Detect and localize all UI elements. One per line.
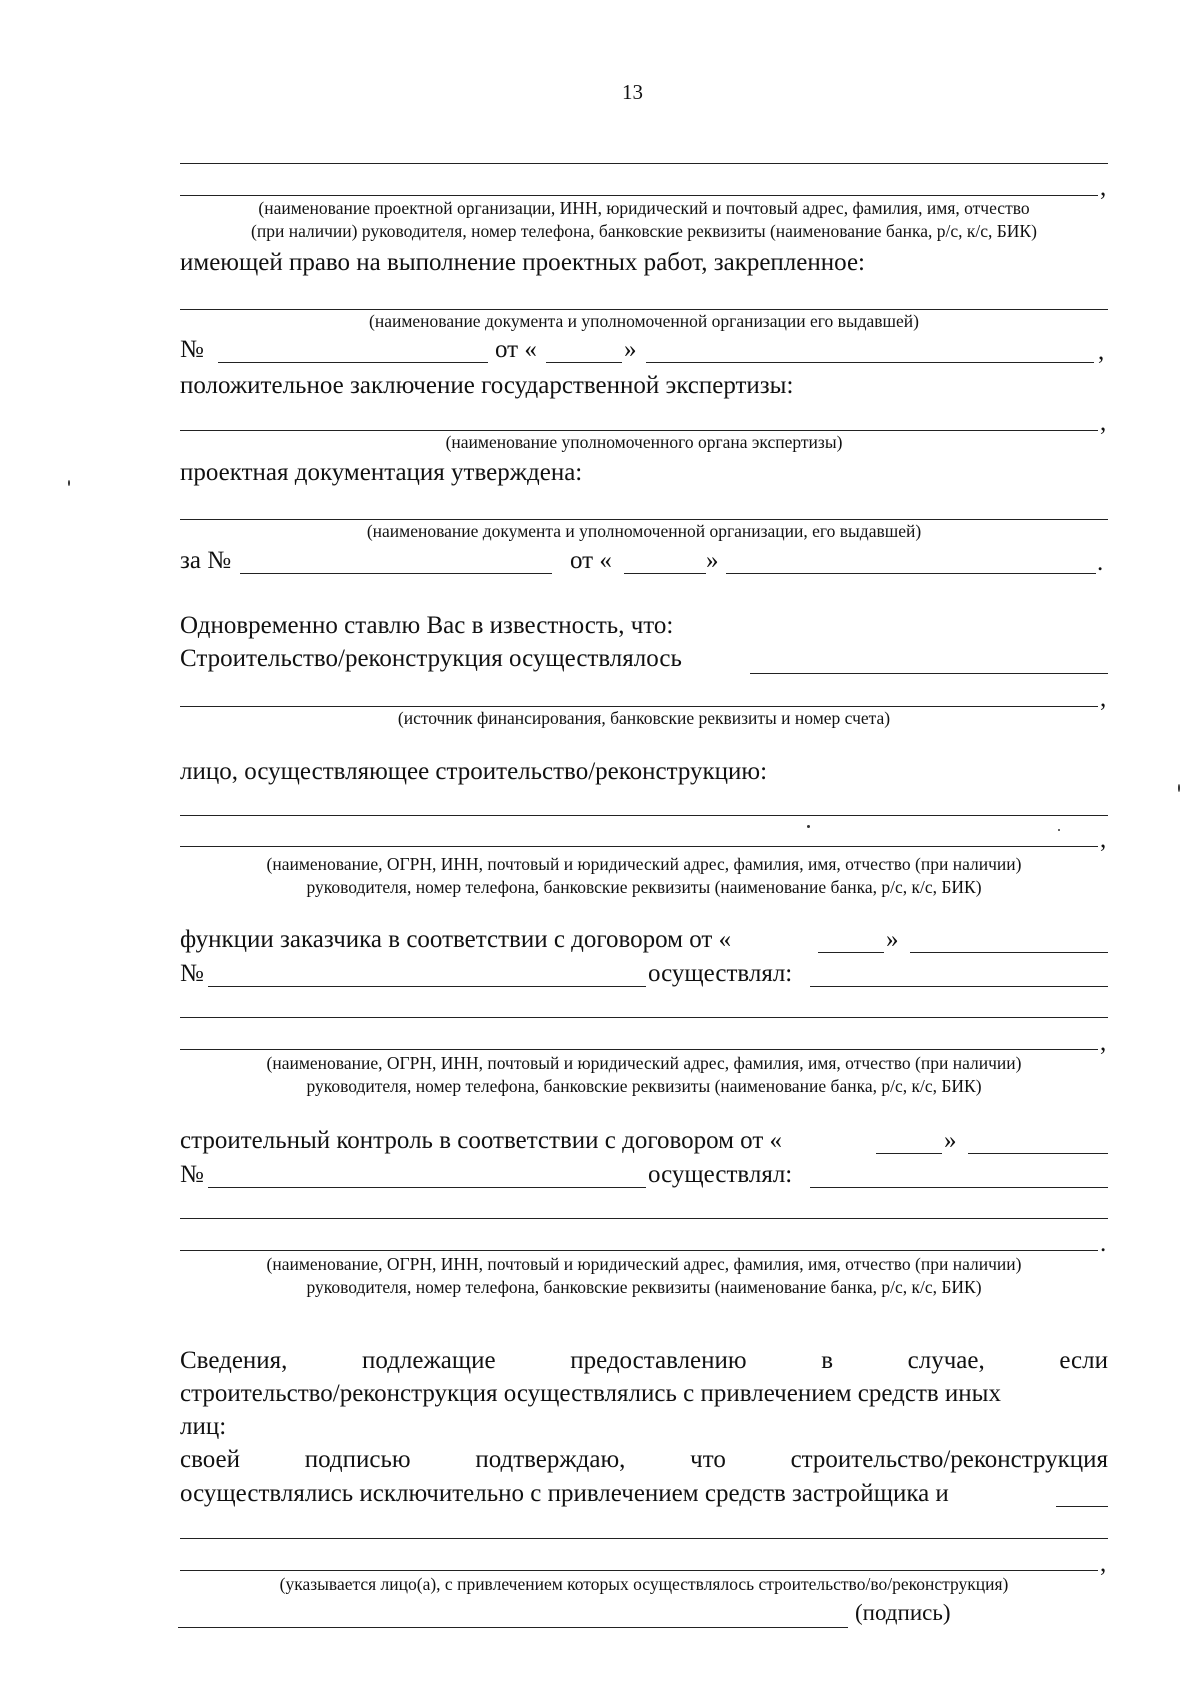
info-word: подписью xyxy=(304,1446,411,1473)
quote-close-2: » xyxy=(706,547,719,574)
persons-line-2[interactable] xyxy=(180,1570,1098,1571)
info-word: что xyxy=(690,1446,726,1473)
info-word: подлежащие xyxy=(362,1347,496,1374)
info-word: если xyxy=(1059,1347,1108,1374)
design-org-line-1[interactable] xyxy=(180,163,1108,164)
control-date-field[interactable] xyxy=(968,1153,1108,1154)
control-caption-2: руководителя, номер телефона, банковские реквизиты (наименование банка, р/с, к/с, БИК) xyxy=(306,1277,982,1297)
page-number: 13 xyxy=(622,80,643,104)
persons-line-1[interactable] xyxy=(180,1538,1108,1539)
info-line-3: лиц: xyxy=(180,1413,227,1440)
info-word: строительство/реконструкция xyxy=(790,1446,1109,1473)
builder-caption-2: руководителя, номер телефона, банковские реквизиты (наименование банка, р/с, к/с, БИК) xyxy=(306,877,982,897)
comma: , xyxy=(1100,174,1107,201)
comma: , xyxy=(1100,826,1107,853)
builder-line-1[interactable] xyxy=(180,815,1108,816)
control-quote-close: » xyxy=(944,1127,957,1154)
control-number-label: № xyxy=(180,1161,204,1188)
scan-speck xyxy=(68,480,70,486)
number-label-2: за № xyxy=(180,547,232,574)
builder-caption-1: (наименование, ОГРН, ИНН, почтовый и юридический адрес, фамилия, имя, отчество (при наличии) xyxy=(266,854,1022,874)
comma: , xyxy=(1100,1029,1107,1056)
design-rights-heading: имеющей право на выполнение проектных работ, закрепленное: xyxy=(180,249,865,276)
customer-contract-text: функции заказчика в соответствии с договором от « xyxy=(180,926,732,953)
persons-inline-field[interactable] xyxy=(1056,1506,1108,1507)
customer-performer-field[interactable] xyxy=(810,986,1108,987)
control-performed-label: осуществлял: xyxy=(648,1161,793,1188)
date-field-2[interactable] xyxy=(726,573,1096,574)
approval-caption: (наименование документа и уполномоченной организации, его выдавшей) xyxy=(366,521,922,541)
info-line-4 xyxy=(180,1446,1108,1474)
customer-quote-close: » xyxy=(886,926,899,953)
comma: , xyxy=(1100,409,1107,436)
funding-inline-field[interactable] xyxy=(750,673,1108,674)
number-field-2[interactable] xyxy=(240,573,552,574)
info-word: своей xyxy=(180,1446,241,1473)
scan-speck xyxy=(807,825,810,828)
period: . xyxy=(1100,1230,1107,1257)
funding-caption: (источник финансирования, банковские реквизиты и номер счета) xyxy=(397,708,891,728)
from-label-2: от « xyxy=(570,547,612,574)
info-word: предоставлению xyxy=(570,1347,747,1374)
signature-label: (подпись) xyxy=(855,1600,951,1625)
date-field-1[interactable] xyxy=(646,362,1094,363)
info-line-2: строительство/реконструкция осуществлялись с привлечением средств иных xyxy=(180,1380,1001,1407)
quote-close-1: » xyxy=(624,336,637,363)
rights-doc-line[interactable] xyxy=(180,309,1108,310)
control-number-field[interactable] xyxy=(208,1187,646,1188)
expertise-caption: (наименование уполномоченного органа экспертизы) xyxy=(445,432,843,452)
info-line-5: осуществлялись исключительно с привлечением средств застройщика и xyxy=(180,1480,949,1507)
info-word: подтверждаю, xyxy=(475,1446,626,1473)
customer-performed-label: осуществлял: xyxy=(648,960,793,987)
comma: , xyxy=(1098,338,1105,365)
funding-line[interactable] xyxy=(180,706,1098,707)
control-performer-field[interactable] xyxy=(810,1187,1108,1188)
design-org-line-2[interactable] xyxy=(180,195,1098,196)
customer-caption-2: руководителя, номер телефона, банковские реквизиты (наименование банка, р/с, к/с, БИК) xyxy=(306,1076,982,1096)
info-word: в xyxy=(821,1347,834,1374)
builder-line-2[interactable] xyxy=(180,846,1098,847)
comma: , xyxy=(1100,685,1107,712)
comma: , xyxy=(1100,1550,1107,1577)
control-line-2[interactable] xyxy=(180,1250,1098,1251)
customer-line-1[interactable] xyxy=(180,1017,1108,1018)
customer-date-day-field[interactable] xyxy=(818,952,884,953)
info-word: случае, xyxy=(907,1347,985,1374)
info-line-1 xyxy=(180,1347,1108,1375)
expertise-heading: положительное заключение государственной экспертизы: xyxy=(180,372,794,399)
customer-line-2[interactable] xyxy=(180,1049,1098,1050)
notice-line-1: Одновременно ставлю Вас в известность, что: xyxy=(180,612,674,639)
customer-number-label: № xyxy=(180,960,204,987)
rights-doc-caption: (наименование документа и уполномоченной организации его выдавшей) xyxy=(369,311,919,331)
notice-line-2: Строительство/реконструкция осуществлялось xyxy=(180,645,682,672)
control-contract-text: строительный контроль в соответствии с договором от « xyxy=(180,1127,783,1154)
scan-speck xyxy=(1058,829,1060,831)
date-day-field-1[interactable] xyxy=(546,362,622,363)
scan-speck xyxy=(1178,784,1180,792)
control-caption-1: (наименование, ОГРН, ИНН, почтовый и юридический адрес, фамилия, имя, отчество (при наличии) xyxy=(266,1254,1022,1274)
customer-caption-1: (наименование, ОГРН, ИНН, почтовый и юридический адрес, фамилия, имя, отчество (при наличии) xyxy=(266,1053,1022,1073)
number-field-1[interactable] xyxy=(218,362,488,363)
persons-caption: (указывается лицо(а), с привлечением которых осуществлялось строительство/во/реконструкция) xyxy=(279,1574,1009,1594)
period: . xyxy=(1097,549,1104,576)
builder-heading: лицо, осуществляющее строительство/реконструкцию: xyxy=(180,758,768,785)
expertise-line[interactable] xyxy=(180,430,1098,431)
info-word: Сведения, xyxy=(180,1347,288,1374)
control-line-1[interactable] xyxy=(180,1218,1108,1219)
design-org-caption-2: (при наличии) руководителя, номер телефона, банковские реквизиты (наименование банка, р/с, к/с, БИК) xyxy=(251,221,1037,241)
customer-date-field[interactable] xyxy=(910,952,1108,953)
customer-number-field[interactable] xyxy=(208,986,646,987)
approval-line[interactable] xyxy=(180,519,1108,520)
design-org-caption-1: (наименование проектной организации, ИНН, юридический и почтовый адрес, фамилия, имя, отчество xyxy=(258,198,1030,218)
control-date-day-field[interactable] xyxy=(876,1153,942,1154)
date-day-field-2[interactable] xyxy=(624,573,706,574)
approval-heading: проектная документация утверждена: xyxy=(180,459,583,486)
number-label-1: № xyxy=(180,336,204,363)
from-label-1: от « xyxy=(495,336,537,363)
signature-field[interactable] xyxy=(178,1627,848,1628)
